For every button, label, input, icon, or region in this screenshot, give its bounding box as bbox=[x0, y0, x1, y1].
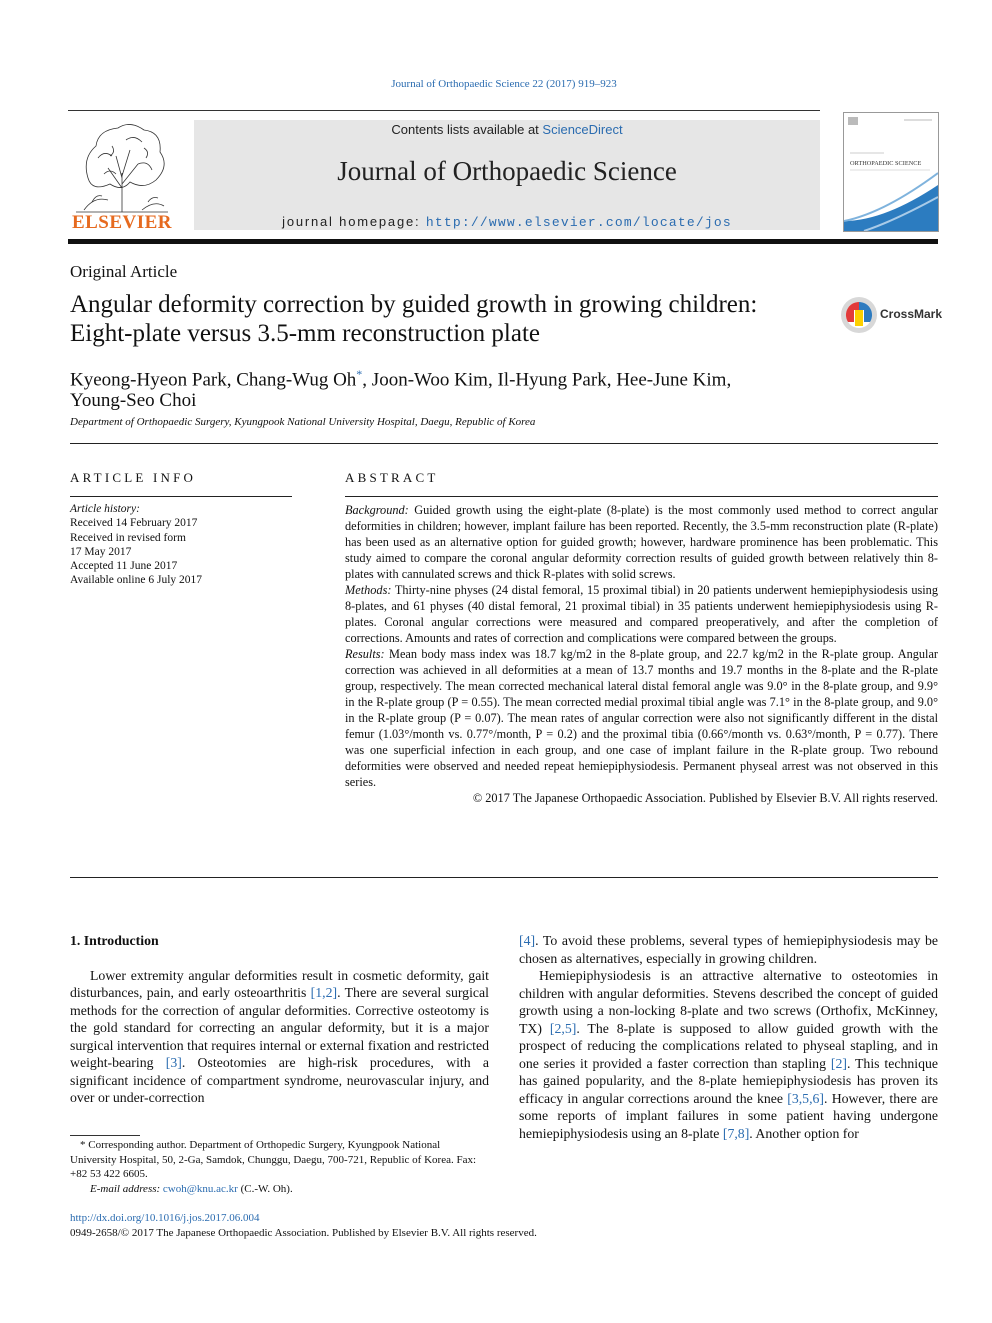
corresponding-author-mark[interactable]: * bbox=[356, 367, 363, 381]
background-label: Background: bbox=[345, 503, 409, 517]
methods-label: Methods: bbox=[345, 583, 392, 597]
header-rule bbox=[68, 110, 820, 111]
results-label: Results: bbox=[345, 647, 385, 661]
text-run: . Another option for bbox=[749, 1125, 859, 1141]
abstract-results bbox=[345, 646, 938, 790]
title-line-1: Angular deformity correction by guided growth in growing children: bbox=[70, 291, 758, 318]
article-title bbox=[70, 290, 830, 348]
introduction-heading: 1. Introduction bbox=[70, 933, 159, 948]
citation-link[interactable]: [2] bbox=[830, 1055, 847, 1071]
abstract-heading: ABSTRACT bbox=[345, 470, 439, 485]
email-suffix: (C.-W. Oh). bbox=[237, 1182, 293, 1195]
text-run: . The 8-plate is supposed to allow guided growth with the prospect of reducing the complications related to physeal stapling, and in one series it provided a faster correction than stapling bbox=[519, 1020, 938, 1071]
methods-text: Thirty-nine physes (24 distal femoral, 15 proximal tibial) in 20 patients underwent hemiepiphysiodesis using 8-plates, and 61 physes (40 distal femoral, 21 proximal tibial) in 35 patients underwent hemiepiphysiodesis using R-plates. Coronal angular corrections were measured and compared preoperatively, and after the completion of corrections. Amounts and rates of correction and complications were compared between the groups. bbox=[345, 583, 938, 645]
footnote-text: Corresponding author. Department of Orthopedic Surgery, Kyungpook National University Hospital, 50, 2-Ga, Samdok, Chunggu, Daegu, 700-721, Republic of Korea. Fax: +82 53 422 6605. bbox=[70, 1139, 477, 1180]
cover-title: ORTHOPAEDIC SCIENCE bbox=[850, 160, 922, 167]
footnote-rule bbox=[70, 1135, 140, 1136]
author-list bbox=[70, 363, 830, 411]
footnote-mark: * bbox=[80, 1139, 86, 1151]
footnote-email bbox=[70, 1182, 489, 1197]
crossmark-label: CrossMark bbox=[880, 307, 943, 321]
article-history bbox=[70, 502, 300, 588]
section-rule bbox=[70, 443, 938, 444]
abstract-background bbox=[345, 502, 938, 582]
sciencedirect-link[interactable]: ScienceDirect bbox=[542, 122, 623, 137]
history-label: Article history: bbox=[70, 503, 140, 515]
text-run: Lower extremity angular deformities result in cosmetic deformity, gait disturbances, pain, and early osteoarthritis bbox=[70, 967, 489, 1000]
intro-paragraph-1 bbox=[70, 967, 489, 1107]
affiliation: Department of Orthopaedic Surgery, Kyungpook National University Hospital, Daegu, Republic of Korea bbox=[70, 416, 536, 428]
results-text: Mean body mass index was 18.7 kg/m2 in the 8-plate group, and 22.7 kg/m2 in the R-plate group. Angular correction was achieved in all deformities at a mean of 13.7 months and 19.7 months in the 8-plate and the R-plate group, respectively. The mean corrected mechanical lateral distal femoral angle was 9.0° in the 8-plate group, and 9.9° in the R-plate group (P = 0.55). The mean corrected medial proximal tibial angle was 7.1° in the 8-plate group, and 9.0° in the R-plate group (P = 0.07). The mean rates of angular correction were also not significantly different in the distal femur (1.03°/month vs. 0.77°/month, P = 0.2) and the proximal tibia (0.66°/month vs. 0.63°/month, P = 0.77). There was one superficial infection in each group, and one case of implant failure in the R-plate group. Two rebound deformities were observed and needed repeat hemiepiphysiodesis. Permanent physeal arrest was not observed in this series. bbox=[345, 647, 939, 789]
abstract-copyright: © 2017 The Japanese Orthopaedic Association. Published by Elsevier B.V. All rights reserved. bbox=[472, 791, 938, 805]
authors-part-1: Kyeong-Hyeon Park, Chang-Wug Oh bbox=[70, 369, 357, 391]
contents-line bbox=[194, 122, 820, 137]
body-column-left bbox=[70, 932, 489, 1107]
abstract-body bbox=[345, 502, 938, 806]
history-item: 17 May 2017 bbox=[70, 545, 132, 558]
citation-link[interactable]: [4] bbox=[519, 933, 536, 948]
crossmark-badge[interactable] bbox=[840, 296, 950, 336]
journal-cover-thumbnail[interactable] bbox=[843, 112, 939, 232]
text-run: . Osteotomies are high-risk procedures, with a significant incidence of compartment syndrome, neurovascular injury, and over or under-correction bbox=[70, 1055, 489, 1105]
intro-paragraph-2 bbox=[519, 967, 938, 1142]
article-info-heading: ARTICLE INFO bbox=[70, 470, 197, 485]
title-line-2: Eight-plate versus 3.5-mm reconstruction plate bbox=[70, 320, 541, 347]
text-run: . There are several surgical methods for the correction of angular deformities. Corrective osteotomy is the gold standard for correcting an angular deformity, but it is a major surgical intervention that requires internal or external fixation and restricted weight-bearing bbox=[70, 985, 489, 1070]
citation-link[interactable]: [3,5,6] bbox=[787, 1090, 825, 1106]
doi-link[interactable]: http://dx.doi.org/10.1016/j.jos.2017.06.004 bbox=[70, 1212, 260, 1224]
homepage-prefix: journal homepage: bbox=[282, 214, 426, 229]
issn-line: 0949-2658/© 2017 The Japanese Orthopaedic Association. Published by Elsevier B.V. All rights reserved. bbox=[70, 1227, 537, 1239]
homepage-link[interactable]: http://www.elsevier.com/locate/jos bbox=[425, 215, 732, 230]
history-item: Received 14 February 2017 bbox=[70, 517, 198, 530]
header-thick-rule bbox=[68, 239, 938, 244]
corresponding-author-footnote bbox=[70, 1138, 489, 1196]
abstract-rule bbox=[345, 496, 938, 497]
elsevier-logo bbox=[68, 118, 176, 234]
citation-link[interactable]: [2,5] bbox=[549, 1020, 577, 1036]
homepage-line bbox=[194, 214, 820, 230]
email-label: E-mail address: bbox=[90, 1182, 163, 1195]
authors-part-3: Young-Seo Choi bbox=[70, 390, 197, 412]
email-link[interactable]: cwoh@knu.ac.kr bbox=[162, 1182, 238, 1195]
text-run: . To avoid these problems, several types of hemiepiphysiodesis may be chosen as alternatives, especially in growing children. bbox=[519, 933, 938, 966]
section-rule bbox=[70, 877, 938, 878]
citation-link[interactable]: [1,2] bbox=[310, 985, 338, 1000]
authors-part-2: , Joon-Woo Kim, Il-Hyung Park, Hee-June Kim, bbox=[362, 369, 732, 391]
cover-graphic bbox=[844, 113, 938, 231]
article-info-rule bbox=[70, 496, 292, 497]
journal-title: Journal of Orthopaedic Science bbox=[337, 156, 677, 186]
footnote-corr bbox=[70, 1138, 489, 1182]
citation-link[interactable]: [3] bbox=[165, 1055, 182, 1070]
elsevier-tree-icon bbox=[68, 118, 176, 214]
crossmark-icon bbox=[840, 296, 878, 334]
citation-link[interactable]: [7,8] bbox=[722, 1125, 750, 1141]
text-run: . However, there are some reports of implant failures in some patient having undergone hemiepiphysiodesis using an 8-plate bbox=[519, 1090, 938, 1141]
elsevier-wordmark: ELSEVIER bbox=[71, 212, 173, 233]
intro-paragraph-1-cont bbox=[519, 932, 938, 967]
history-item: Available online 6 July 2017 bbox=[70, 574, 203, 587]
history-item: Accepted 11 June 2017 bbox=[70, 560, 178, 573]
background-text: Guided growth using the eight-plate (8-plate) is the most commonly used method to correct angular deformities in children; however, implant failure has been reported. Recently, the 3.5-mm reconstruction plate (R-plate) has been used as an alternative option for guided growth; however, hardware prominence has been problematic. This study aimed to compare the coronal angular deformity correction results of guided growth between relatively thin 8-plates with cannulated screws and thick R-plates with solid screws. bbox=[345, 503, 939, 581]
history-item: Received in revised form bbox=[70, 531, 186, 544]
contents-prefix: Contents lists available at bbox=[391, 122, 543, 137]
text-run: . This technique has gained popularity, and the 8-plate hemiepiphysiodesis has proven its efficacy in angular corrections around the knee bbox=[519, 1055, 938, 1106]
body-column-right bbox=[519, 932, 938, 1142]
journal-masthead bbox=[194, 120, 820, 230]
text-run: Hemiepiphysiodesis is an attractive alternative to osteotomies in children with angular deformities. Stevens described the concept of guided growth using a non-locking 8-plate and two screws (Orthofix, McKinney, TX) bbox=[519, 968, 938, 1036]
abstract-methods bbox=[345, 582, 938, 646]
journal-citation[interactable]: Journal of Orthopaedic Science 22 (2017) 919–923 bbox=[391, 78, 617, 90]
article-type: Original Article bbox=[70, 262, 178, 281]
